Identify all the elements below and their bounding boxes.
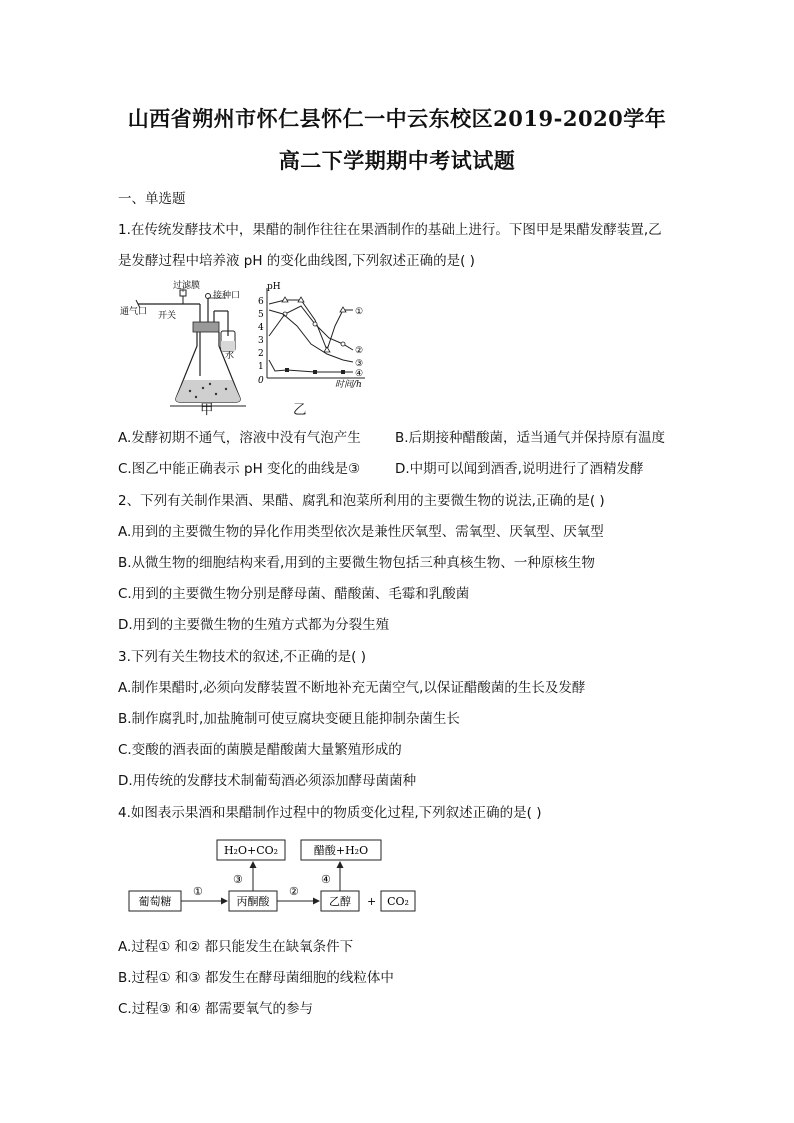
step-3-label: ③ [233,873,243,886]
y-tick-6: 6 [258,297,264,307]
curve-4-label: ④ [355,369,364,379]
figure-yi-ph-chart [255,280,375,392]
q3-stem: 3.下列有关生物技术的叙述,不正确的是( ) [118,649,366,665]
water-label: 水 [225,351,235,361]
step-2-label: ② [289,885,299,898]
q3-option-b[interactable]: B.制作腐乳时,加盐腌制可使豆腐块变硬且能抑制杂菌生长 [118,711,460,727]
section-heading: 一、单选题 [118,191,186,207]
y-tick-1: 1 [258,362,264,372]
y-tick-3: 3 [258,336,264,346]
figure-jia-label: 甲 [200,402,214,418]
q3-option-c[interactable]: C.变酸的酒表面的菌膜是醋酸菌大量繁殖形成的 [118,742,402,758]
figure-metabolic-pathway [125,835,425,917]
inoculation-port-label: 接种口 [213,291,241,301]
title-line-2: 高二下学期期中考试试题 [278,148,516,173]
q2-option-c[interactable]: C.用到的主要微生物分别是酵母菌、醋酸菌、毛霉和乳酸菌 [118,586,470,602]
curve-1-label: ① [355,307,364,317]
box-co2: CO₂ [387,895,409,908]
q1-option-c[interactable]: C.图乙中能正确表示 pH 变化的曲线是③ [118,461,361,477]
y-tick-5: 5 [258,310,264,320]
step-4-label: ④ [321,873,331,886]
q2-option-a[interactable]: A.用到的主要微生物的异化作用类型依次是兼性厌氧型、需氧型、厌氧型、厌氧型 [118,524,604,540]
time-axis-label: 时间/h [335,380,362,390]
q1-stem-line-2: 是发酵过程中培养液 pH 的变化曲线图,下列叙述正确的是( ) [118,253,475,269]
figure-jia-apparatus [118,276,258,416]
box-pyruvate: 丙酮酸 [236,895,270,908]
box-acetic-acid: 醋酸+H₂O [313,844,369,857]
q1-option-a[interactable]: A.发酵初期不通气，溶液中没有气泡产生 [118,430,361,446]
box-glucose: 葡萄糖 [138,895,172,908]
y-tick-4: 4 [258,323,264,333]
switch-label: 开关 [158,311,177,321]
q4-option-a[interactable]: A.过程① 和② 都只能发生在缺氧条件下 [118,939,354,955]
q3-option-a[interactable]: A.制作果醋时,必须向发酵装置不断地补充无菌空气,以保证醋酸菌的生长及发酵 [118,680,586,696]
q4-option-c[interactable]: C.过程③ 和④ 都需要氧气的参与 [118,1001,314,1017]
q2-option-d[interactable]: D.用到的主要微生物的生殖方式都为分裂生殖 [118,617,390,633]
curve-2-label: ② [355,346,364,356]
q1-option-b[interactable]: B.后期接种醋酸菌，适当通气并保持原有温度 [395,430,666,446]
step-1-label: ① [193,885,203,898]
q4-option-b[interactable]: B.过程① 和③ 都发生在酵母菌细胞的线粒体中 [118,970,394,986]
q1-option-d[interactable]: D.中期可以闻到酒香,说明进行了酒精发酵 [395,461,644,477]
y-tick-2: 2 [258,349,264,359]
curve-3-label: ③ [355,359,364,369]
box-ethanol: 乙醇 [329,895,351,908]
title-line-1: 山西省朔州市怀仁县怀仁一中云东校区2019-2020学年 [127,106,667,131]
figure-yi-label: 乙 [293,402,307,418]
plus-sign: + [367,895,377,908]
ph-axis-label: pH [267,282,281,292]
q3-option-d[interactable]: D.用传统的发酵技术制葡萄酒必须添加酵母菌菌种 [118,773,417,789]
q2-stem: 2、下列有关制作果酒、果醋、腐乳和泡菜所利用的主要微生物的说法,正确的是( ) [118,493,605,509]
air-inlet-label: 通气口 [120,307,148,317]
q1-stem-line-1: 1.在传统发酵技术中，果醋的制作往往在果酒制作的基础上进行。下图甲是果醋发酵装置,乙 [118,222,662,238]
box-h2o-co2: H₂O+CO₂ [223,844,279,857]
filter-label: 过滤膜 [173,281,201,291]
origin-label: 0 [258,376,264,386]
q4-stem: 4.如图表示果酒和果醋制作过程中的物质变化过程,下列叙述正确的是( ) [118,805,542,821]
q2-option-b[interactable]: B.从微生物的细胞结构来看,用到的主要微生物包括三种真核生物、一种原核生物 [118,555,595,571]
